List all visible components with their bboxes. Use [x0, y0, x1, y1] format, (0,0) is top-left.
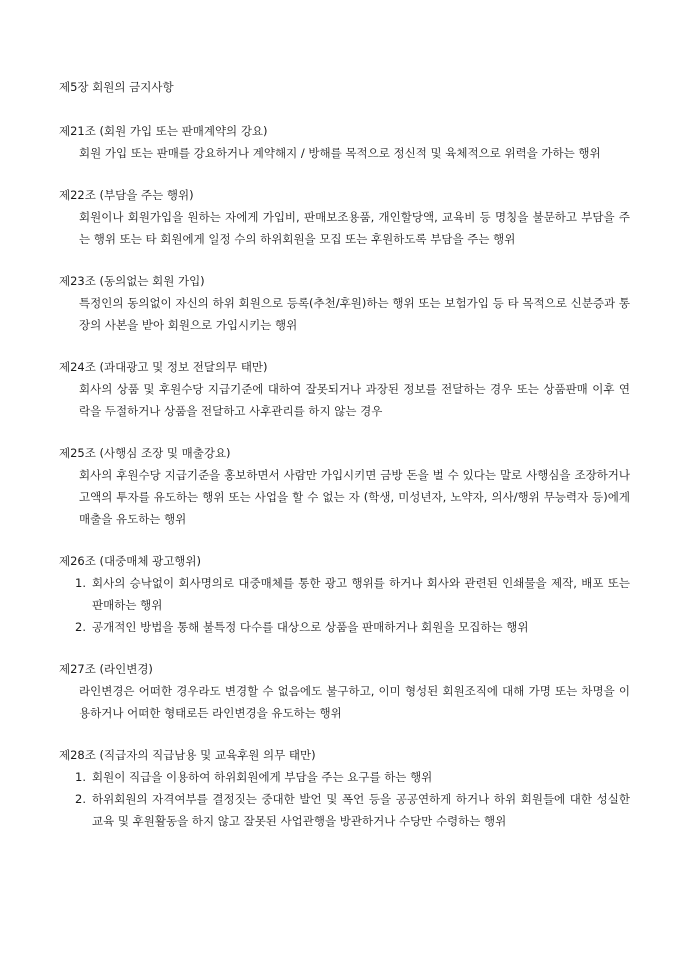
item-text: 회원이 직급을 이용하여 하위회원에게 부담을 주는 요구를 하는 행위 — [92, 770, 433, 784]
article-body: 회사의 후원수당 지급기준을 홍보하면서 사람만 가입시키면 금방 돈을 벌 수 있다는 말로 사행심을 조장하거나 고액의 투자를 유도하는 행위 또는 사업을 할 수 없는 자 (학생, 미성년자, 노약자, 의사/행위 무능력자 등)에게 매출을 유도하는 행위 — [79, 468, 630, 526]
article-body: 회원 가입 또는 판매를 강요하거나 계약해지 / 방해를 목적으로 정신적 및 육체적으로 위력을 가하는 행위 — [79, 146, 601, 160]
article-heading: 제27조 (라인변경) — [59, 662, 153, 676]
article-24 — [59, 356, 630, 422]
article-25 — [59, 442, 630, 530]
article-28 — [59, 744, 630, 832]
list-item — [75, 616, 630, 638]
article-heading: 제26조 (대중매체 광고행위) — [59, 554, 202, 568]
article-heading: 제28조 (직급자의 직급남용 및 교육후원 의무 태만) — [59, 748, 316, 762]
article-21 — [59, 120, 630, 164]
article-27 — [59, 658, 630, 724]
item-number: 1. — [75, 576, 86, 590]
article-body: 회원이나 회원가입을 원하는 자에게 가입비, 판매보조용품, 개인할당액, 교육비 등 명칭을 불문하고 부담을 주는 행위 또는 타 회원에게 일정 수의 하위회원을 모집 또는 후원하도록 부담을 주는 행위 — [79, 210, 630, 246]
article-heading: 제25조 (사행심 조장 및 매출강요) — [59, 446, 231, 460]
item-number: 1. — [75, 770, 86, 784]
article-heading: 제23조 (동의없는 회원 가입) — [59, 274, 205, 288]
article-22 — [59, 184, 630, 250]
article-heading: 제24조 (과대광고 및 정보 전달의무 태만) — [59, 360, 268, 374]
item-text: 하위회원의 자격여부를 결정짓는 중대한 발언 및 폭언 등을 공공연하게 하거나 하위 회원들에 대한 성실한 교육 및 후원활동을 하지 않고 잘못된 사업관행을 방관하거나 수당만 수령하는 행위 — [92, 792, 630, 828]
article-item-list — [59, 766, 630, 832]
list-item — [75, 572, 630, 616]
item-number: 2. — [75, 620, 86, 634]
list-item — [75, 766, 630, 788]
article-body: 라인변경은 어떠한 경우라도 변경할 수 없음에도 불구하고, 이미 형성된 회원조직에 대해 가명 또는 차명을 이용하거나 어떠한 형태로든 라인변경을 유도하는 행위 — [79, 684, 630, 720]
article-23 — [59, 270, 630, 336]
article-body: 회사의 상품 및 후원수당 지급기준에 대하여 잘못되거나 과장된 정보를 전달하는 경우 또는 상품판매 이후 연락을 두절하거나 상품을 전달하고 사후관리를 하지 않는 경우 — [79, 382, 630, 418]
item-text: 공개적인 방법을 통해 불특정 다수를 대상으로 상품을 판매하거나 회원을 모집하는 행위 — [92, 620, 529, 634]
article-heading: 제22조 (부담을 주는 행위) — [59, 188, 194, 202]
article-26 — [59, 550, 630, 638]
item-number: 2. — [75, 792, 86, 806]
article-item-list — [59, 572, 630, 638]
article-heading: 제21조 (회원 가입 또는 판매계약의 강요) — [59, 124, 268, 138]
list-item — [75, 788, 630, 832]
item-text: 회사의 승낙없이 회사명의로 대중매체를 통한 광고 행위를 하거나 회사와 관련된 인쇄물을 제작, 배포 또는 판매하는 행위 — [92, 576, 630, 612]
article-body: 특정인의 동의없이 자신의 하위 회원으로 등록(추천/후원)하는 행위 또는 보험가입 등 타 목적으로 신분증과 통장의 사본을 받아 회원으로 가입시키는 행위 — [79, 296, 630, 332]
chapter-title: 제5장 회원의 금지사항 — [59, 80, 174, 94]
